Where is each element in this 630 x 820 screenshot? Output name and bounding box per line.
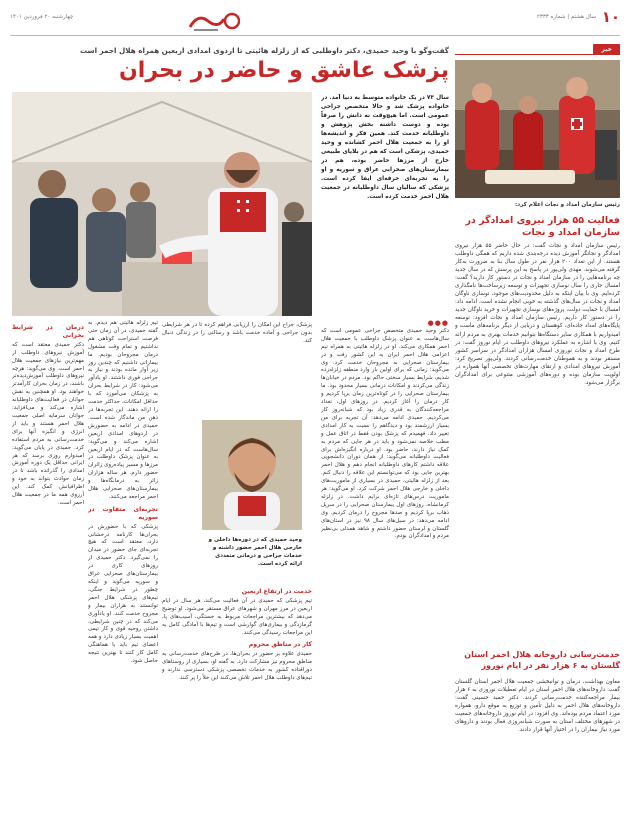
article-column-3-text-cont: پزشکی که با حضورش در بحران‌ها کارنامه درخشانی دارد، معتقد است که هیچ تجربه‌ای جای حضور در میدان را نمی‌گیرد. دکتر حمیدی از روزهای کاری در بیمارستان‌های صحرایی عراق و سوریه می‌گوید و اینکه چطور در شرایط جنگی، تیم‌های پزشکی هلال احمر توانستند به هزاران بیمار و مجروح خدمت کنند. او یادآوری می‌کند که در چنین شرایطی، داشتن روحیه قوی و کار تیمی اهمیت بسیار زیادی دارد و همه اعضای تیم باید با هماهنگی کامل کار کنند تا بهترین نتیجه حاصل شود.	[88, 523, 158, 665]
masthead	[10, 6, 620, 36]
subhead-crisis-treatment: درمان در شرایط بحرانی	[12, 324, 84, 339]
article-column-1-text: دکتر وحید حمیدی متخصص جراحی عمومی است که سال‌هاست به عنوان پزشک داوطلب با جمعیت هلال احمر همکاری می‌کند. او در زلزله هائیتی به همراه تیم اعزامی هلال احمر ایران به این کشور رفت و در بیمارستان صحرایی به مجروحان خدمت کرد. وی می‌گوید: زمانی که برای اولین بار وارد منطقه زلزله‌زده شدیم، شرایط بسیار سختی حاکم بود. مردم در خیابان‌ها زندگی می‌کردند و امکانات درمانی بسیار محدود بود. ما بیمارستان صحرایی را در کوتاه‌ترین زمان برپا کردیم و کار درمان را آغاز کردیم. در روزهای اول، تعداد مراجعه‌کنندگان به قدری زیاد بود که شبانه‌روز کار می‌کردیم. حمیدی ادامه می‌دهد: آن تجربه برای من بسیار ارزشمند بود و دیدگاهم را نسبت به کار امدادی تغییر داد. فهمیدم که پزشک بودن فقط در اتاق عمل و مطب خلاصه نمی‌شود و باید در هر جایی که مردم به کمک نیاز دارند، حاضر بود. او درباره انگیزه‌اش برای فعالیت داوطلبانه می‌گوید: از همان دوران دانشجویی علاقه داشتم کارهای داوطلبانه انجام دهم و هلال احمر بهترین جایی بود که می‌توانستم این علاقه را دنبال کنم.	[321, 327, 449, 477]
article-column-4	[12, 320, 84, 820]
article-headline: پزشک عاشق و حاضر در بحران	[119, 58, 449, 83]
article-lead	[321, 94, 449, 316]
article-column-1-text-cont: بعد از زلزله هائیتی، حمیدی در بسیاری از ماموریت‌های داخلی و خارجی هلال احمر شرکت کرد. او می‌گوید: هر ماموریت درس‌های تازه‌ای برایم داشت. در زلزله کرمانشاه، روزهای اول بیمارستان صحرایی را در سرپل ذهاب برپا کردیم و صدها مجروح را درمان کردیم. وی ادامه می‌دهد: در سیل‌های سال ۹۸ نیز در استان‌های گلستان و لرستان حضور داشتم و شاهد همدلی بی‌نظیر مردم و امدادگران بودم.	[321, 478, 449, 540]
sidebar-headline: فعالیت ۵۵ هزار نیروی امدادگر در سازمان امداد و نجات	[465, 215, 620, 238]
date-info: چهارشنبه ۲۰ فروردین ۱۴۰۱	[10, 14, 74, 20]
sidebar-body: رئیس سازمان امداد و نجات گفت: در حال حاضر ۵۵ هزار نیروی امدادگر و نجاتگر آموزش دیده درجه‌بندی شده داریم که همگی داوطلب هستند. از این تعداد ۲۰۰ هزار نفر در طول سال بنا به ضرورت به‌کار گرفته می‌شوند. مهدی ولی‌پور در پاسخ به این پرسش که در سال جدید چه برنامه‌هایی را در سازمان امداد و نجات در دستور کار دارید؟ گفت: امسال جاری را سال نوسازی تجهیزات و توسعه زیرساخت‌ها نامگذاری کرده‌ایم. وی با بیان اینکه به دلیل محدودیت‌های موجود، نوسازی ناوگان امداد و نجات در سال‌های گذشته به خوبی انجام نشده است، ادامه داد: امسال با حمایت دولت، پروژه‌های نوسازی تجهیزات و خرید ناوگان جدید را در دستور کار داریم. رئیس سازمان امداد و نجات افزود: توسعه پایگاه‌های امداد جاده‌ای، کوهستان و دریایی از دیگر برنامه‌های ماست و امیدواریم با همکاری سایر دستگاه‌ها بتوانیم خدمات بهتری به مردم ارائه کنیم. وی با اشاره به عملکرد نیروهای داوطلب در ایام نوروز گفت: در طرح امداد و نجات نوروزی امسال هزاران امدادگر در سراسر کشور مستقر بودند و به هموطنان خدمت‌رسانی کردند. ولی‌پور تصریح کرد: آموزش نیروهای امدادی و ارتقای مهارت‌های تخصصی آنها همواره در اولویت سازمان بوده و دوره‌های آموزشی متنوعی برای امدادگران برگزار می‌شود.	[455, 243, 620, 386]
main-article	[12, 44, 449, 814]
article-column-narrow	[162, 416, 200, 576]
issue-info: سال هشتم | شماره ۲۳۳۳	[536, 14, 596, 20]
newspaper-logo	[188, 7, 240, 35]
article-column-2	[162, 584, 312, 820]
sidebar-photo-caption: رئیس سازمان امداد و نجات اعلام کرد:	[514, 202, 620, 208]
article-column-2-text-cont: حمیدی علاوه بر حضور در بحران‌ها، در طرح‌های خدمت‌رسانی به مناطق محروم نیز مشارکت دارد. به گفته او، بسیاری از روستاهای دورافتاده کشور به خدمات تخصصی پزشکی دسترسی ندارند و تیم‌های داوطلب هلال احمر تلاش می‌کنند این خلأ را پر کنند.	[162, 651, 312, 682]
doctor-treating-patient-photo	[12, 92, 312, 316]
subhead-arbaeen: خدمت در ارتفاع اربعین	[241, 588, 312, 595]
article-quote	[162, 322, 312, 414]
news-sidebar	[455, 44, 620, 814]
article-kicker: گفت‌وگو با وحید حمیدی، دکتر داوطلبی که از زلزله هائیتی تا اردوی امدادی اربعین همراه هلال احمر است	[79, 46, 449, 55]
article-column-2-text: تیم پزشکی که حمیدی در آن فعالیت می‌کند، هر سال در ایام اربعین در مرز مهران و شهرهای عراق مستقر می‌شود. او توضیح می‌دهد که بیشترین مراجعات مربوط به خستگی، آسیب‌های پا، گرمازدگی و بیماری‌های گوارشی است و تیم‌ها با آمادگی کامل به این مراجعات رسیدگی می‌کنند.	[162, 597, 312, 636]
portrait-caption: وحید حمیدی که در دوره‌ها داخلی و خارجی هلال احمر حضور داشته و خدمات جراحی و درمانی متعددی ارائه کرده است.	[208, 537, 302, 567]
article-column-3	[88, 320, 158, 820]
rescue-team-photo	[455, 60, 620, 198]
page-number: ۱۰	[601, 8, 620, 26]
article-column-4-text: دکتر حمیدی معتقد است که آموزش نیروهای داوطلب از مهم‌ترین نیازهای جمعیت هلال احمر است. وی می‌گوید: هرچه نیروهای داوطلب آموزش‌دیده‌تر باشند، در زمان بحران کارآمدتر خواهند بود. او همچنین به نقش جوانان در فعالیت‌های داوطلبانه اشاره می‌کند و می‌افزاید: جوانان سرمایه اصلی جمعیت هلال احمر هستند و باید از انرژی و انگیزه آنها برای خدمت‌رسانی به مردم استفاده کرد. حمیدی در پایان می‌گوید: امیدوارم روزی برسد که هر ایرانی حداقل یک دوره آموزش امدادی را گذرانده باشد تا در زمان حوادث بتواند به خود و اطرافیانش کمک کند. این آرزوی همه ما در جمعیت هلال احمر است.	[12, 341, 84, 506]
doctor-portrait-photo	[202, 420, 302, 530]
article-lead-text: سال ۷۳ در یک خانواده متوسط به دنیا آمد. در خانواده پزشک شد و حالا متخصص جراحی عمومی است. اما هیچ‌وقت نه دانش را صرفاً بوده و دوست داشته بخش پژوهش و داوطلبانه خدمت کند. همین فکر و اندیشه‌ها او را به جمعیت هلال احمر کشانده و وحید حمیدی، پزشکی است که هم در بلایای طبیعی خارج از مرزها حاضر بوده، هم در بیمارستان‌های صحرایی عراق و سوریه و او را به تجربه‌ای حرفه‌ای ایفا کرده است. پزشکی که سالیان سال داوطلبانه در جمعیت هلال احمر خدمت کرده است.	[321, 95, 449, 200]
article-column-3-text: تیم زلزله هائیتی هم دیدم. به گفته حمیدی، در آن زمان حتی فرصت استراحت کوتاهی هم نداشتیم و تمام وقت مشغول درمان مجروحان بودیم. ما بیمارانی داشتیم که چندین روز زیر آوار مانده بودند و نیاز به جراحی فوری داشتند. او یادآور می‌شود: کار در شرایط بحران به پزشکان می‌آموزد که با حداقل امکانات، حداکثر خدمت را ارائه دهند. این تجربه‌ها در ذهن من ماندگار شده است. حمیدی در ادامه به حضورش در اردوهای امدادی اربعین اشاره می‌کند و می‌گوید: سال‌هاست که در ایام اربعین به عنوان پزشک داوطلب در مرزها و مسیر پیاده‌روی زائران حضور دارم. هر ساله هزاران زائر به درمانگاه‌ها و بیمارستان‌های صحرایی هلال احمر مراجعه می‌کنند.	[88, 320, 158, 500]
subhead-syria: تجربه‌ای متفاوت در سوریه	[88, 505, 158, 521]
article-quote-text: پزشک، جراح این امکان را ارزیابی فراهم کرده تا در هر شرایطی بدون جراحی و آماده خدمت باشد و رسالتی را در زندگی دنبال کند.	[162, 322, 312, 344]
subhead-deprived-areas: کار در مناطق محروم	[248, 641, 312, 649]
sidebar-body-2: معاون بهداشت، درمان و توانبخشی جمعیت هلال احمر استان گلستان گفت: داروخانه‌های هلال احمر استان در ایام تعطیلات نوروزی به ۶ هزار بیمار مراجعه‌کننده خدمت‌رسانی کردند. دکتر حمید حسینی گفت: داروخانه‌های هلال احمر به دلیل تأمین و توزیع به موقع دارو، همواره مورد اعتماد مردم بوده‌اند. وی افزود: در ایام نوروز داروخانه‌های جمعیت در شهرهای مختلف استان به صورت شبانه‌روزی فعال بودند و داروهای مورد نیاز بیماران را در اختیار آنها قرار دادند.	[455, 679, 620, 734]
sidebar-headline-2: خدمت‌رسانی داروخانه هلال احمر استان گلستان به ۶ هزار نفر در ایام نوروز	[464, 650, 620, 670]
bullet-dots: ●●●	[427, 320, 449, 327]
category-rule	[455, 54, 620, 55]
article-column-1	[321, 320, 449, 820]
category-tag: خبر	[593, 44, 620, 55]
